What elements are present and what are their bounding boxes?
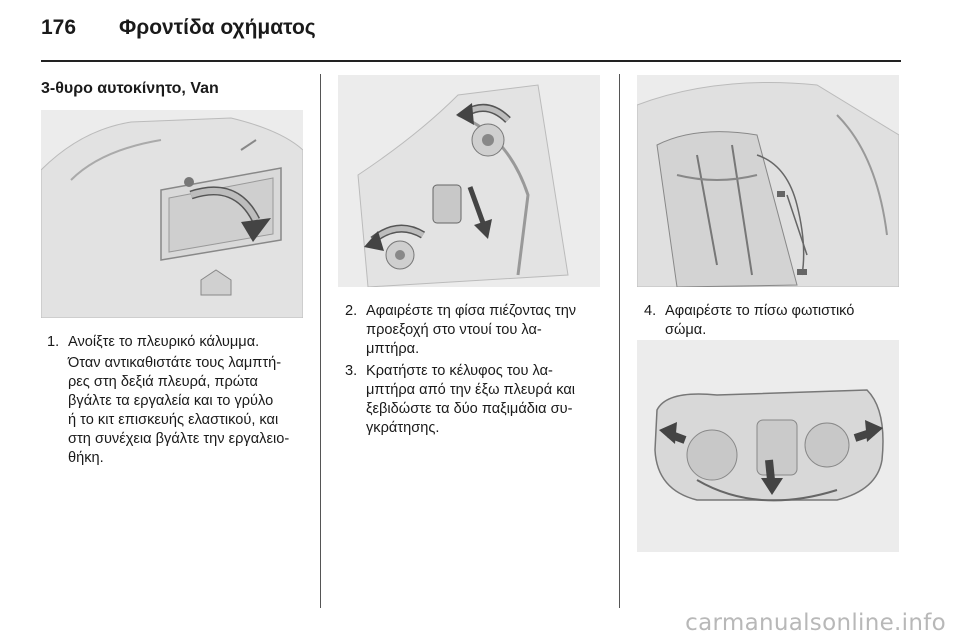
step-4 <box>644 302 914 342</box>
page-title: Φροντίδα οχήματος <box>119 16 316 39</box>
side-cover-drawing <box>41 110 303 318</box>
step-number: 2. <box>345 303 358 319</box>
step-number: 4. <box>644 303 657 319</box>
removed-lamp-unit-illustration <box>637 340 899 552</box>
step-1 <box>47 333 317 353</box>
step-text: Αφαιρέστε τη φίσα πιέζοντας την προεξοχή στο ντουί του λα- μπτήρα. <box>366 303 577 357</box>
rear-light-housing-drawing <box>637 75 899 287</box>
removed-lamp-unit-drawing <box>637 340 899 552</box>
step-text: Ανοίξτε το πλευρικό κάλυμμα. <box>68 334 260 350</box>
step-2 <box>345 302 615 362</box>
step-3 <box>345 362 615 442</box>
watermark-text: carmanualsonline.info <box>685 610 946 636</box>
step-text: Κρατήστε το κέλυφος του λα- μπτήρα από την έξω πλευρά και ξεβιδώστε τα δύο παξιμάδια συ- γκράτησης. <box>366 363 575 436</box>
bulb-socket-drawing <box>338 75 600 287</box>
page-header <box>41 14 911 64</box>
note-paragraph: Όταν αντικαθιστάτε τους λαμπτή- ρες στη δεξιά πλευρά, πρώτα βγάλτε τα εργαλεία και το γρύλο ή το κιτ επισκευής ελαστικού, και στη συνέχεια βγάλτε την εργαλειο- θήκη. <box>68 355 290 466</box>
step-number: 3. <box>345 363 358 379</box>
bulb-socket-illustration <box>338 75 600 287</box>
column-divider <box>619 74 620 608</box>
section-title: 3-θυρο αυτοκίνητο, Van <box>41 80 219 97</box>
column-divider <box>320 74 321 608</box>
step-text: Αφαιρέστε το πίσω φωτιστικό σώμα. <box>665 303 855 338</box>
rear-light-housing-illustration <box>637 75 899 287</box>
header-rule <box>41 60 901 62</box>
page-number: 176 <box>41 16 77 39</box>
side-cover-illustration <box>41 110 303 318</box>
step-number: 1. <box>47 334 60 350</box>
